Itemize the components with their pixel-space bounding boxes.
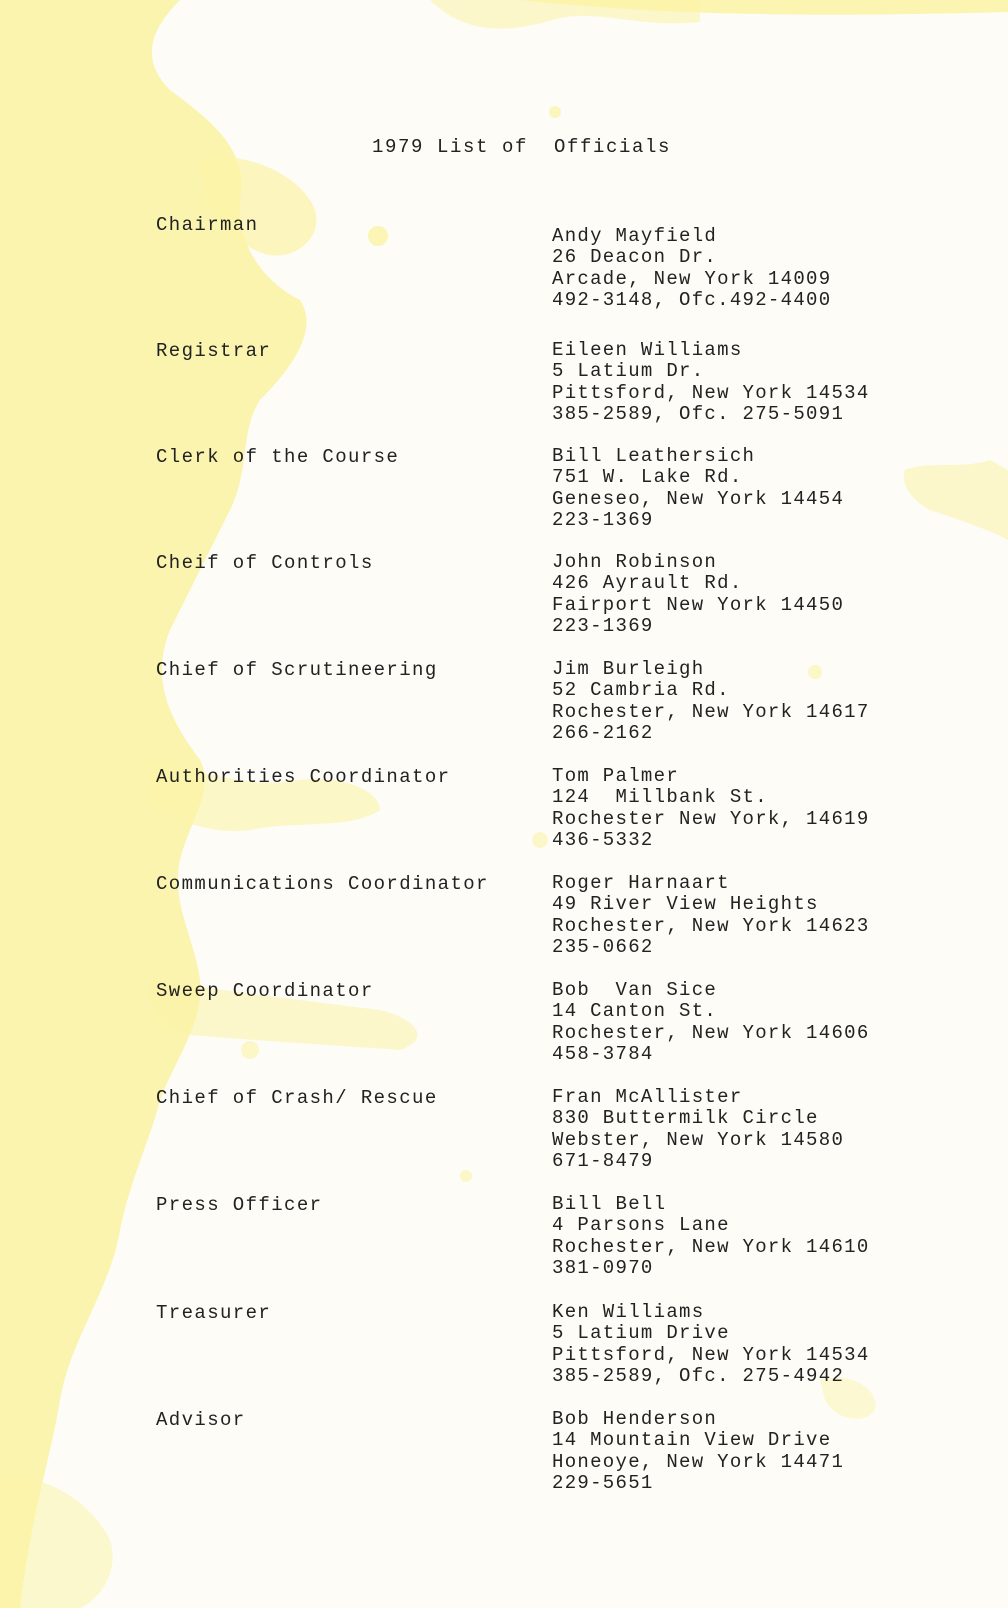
contact-block [552, 873, 870, 959]
phone-numbers: 266-2162 [552, 722, 654, 745]
role-label: Clerk of the Course [156, 446, 400, 468]
phone-numbers: 381-0970 [552, 1257, 654, 1280]
official-name: Ken Williams [552, 1301, 705, 1323]
role-label: Registrar [156, 340, 272, 362]
role-label: Communications Coordinator [156, 873, 489, 895]
city-state-zip: Honeoye, New York 14471 [552, 1450, 845, 1473]
city-state-zip: Webster, New York 14580 [552, 1128, 845, 1151]
city-state-zip: Rochester, New York 14623 [552, 914, 870, 937]
street-address: 426 Ayrault Rd. [552, 572, 743, 595]
phone-numbers: 235-0662 [552, 936, 654, 959]
document-title: 1979 List of Officials [372, 136, 672, 158]
official-name: Tom Palmer [552, 765, 680, 787]
official-name: Roger Harnaart [552, 872, 730, 894]
city-state-zip: Rochester New York, 14619 [552, 807, 870, 830]
city-state-zip: Rochester, New York 14606 [552, 1021, 870, 1044]
official-name: John Robinson [552, 551, 718, 573]
official-name: Bill Leathersich [552, 445, 756, 467]
phone-numbers: 385-2589, Ofc. 275-5091 [552, 403, 845, 426]
official-entry [0, 552, 1008, 642]
role-label: Chief of Crash/ Rescue [156, 1087, 438, 1109]
city-state-zip: Rochester, New York 14610 [552, 1235, 870, 1258]
contact-block [552, 340, 870, 426]
phone-numbers: 229-5651 [552, 1472, 654, 1495]
role-label: Cheif of Controls [156, 552, 374, 574]
official-entry [0, 340, 1008, 430]
city-state-zip: Pittsford, New York 14534 [552, 381, 870, 404]
city-state-zip: Fairport New York 14450 [552, 593, 845, 616]
street-address: 124 Millbank St. [552, 786, 768, 809]
official-name: Bill Bell [552, 1193, 667, 1215]
street-address: 26 Deacon Dr. [552, 246, 718, 269]
contact-block [552, 980, 870, 1066]
city-state-zip: Pittsford, New York 14534 [552, 1343, 870, 1366]
official-entry [0, 659, 1008, 749]
official-name: Andy Mayfield [552, 225, 718, 247]
official-entry [0, 980, 1008, 1070]
official-entry [0, 1409, 1008, 1499]
phone-numbers: 458-3784 [552, 1043, 654, 1066]
contact-block [552, 446, 844, 532]
phone-numbers: 492-3148, Ofc.492-4400 [552, 289, 832, 312]
phone-numbers: 436-5332 [552, 829, 654, 852]
street-address: 52 Cambria Rd. [552, 679, 730, 702]
role-label: Advisor [156, 1409, 246, 1431]
role-label: Authorities Coordinator [156, 766, 451, 788]
phone-numbers: 385-2589, Ofc. 275-4942 [552, 1365, 845, 1388]
role-label: Chief of Scrutineering [156, 659, 438, 681]
contact-block [552, 1302, 870, 1388]
role-label: Sweep Coordinator [156, 980, 374, 1002]
official-entry [0, 446, 1008, 536]
role-label: Treasurer [156, 1302, 272, 1324]
city-state-zip: Arcade, New York 14009 [552, 267, 832, 290]
official-name: Bob Henderson [552, 1408, 718, 1430]
street-address: 830 Buttermilk Circle [552, 1107, 819, 1130]
city-state-zip: Geneseo, New York 14454 [552, 487, 845, 510]
contact-block [552, 1087, 844, 1173]
official-entry [0, 214, 1008, 312]
contact-block [552, 1194, 870, 1280]
official-entry [0, 873, 1008, 963]
official-name: Fran McAllister [552, 1086, 743, 1108]
street-address: 4 Parsons Lane [552, 1214, 730, 1237]
contact-block [552, 659, 870, 745]
street-address: 49 River View Heights [552, 893, 819, 916]
city-state-zip: Rochester, New York 14617 [552, 700, 870, 723]
phone-numbers: 223-1369 [552, 615, 654, 638]
official-name: Bob Van Sice [552, 979, 718, 1001]
official-entry [0, 1302, 1008, 1392]
official-name: Jim Burleigh [552, 658, 705, 680]
street-address: 14 Mountain View Drive [552, 1429, 832, 1452]
contact-block [552, 1409, 844, 1495]
contact-block [552, 226, 831, 312]
official-name: Eileen Williams [552, 339, 743, 361]
phone-numbers: 223-1369 [552, 509, 654, 532]
street-address: 5 Latium Drive [552, 1322, 730, 1345]
street-address: 5 Latium Dr. [552, 360, 705, 383]
role-label: Chairman [156, 214, 259, 236]
phone-numbers: 671-8479 [552, 1150, 654, 1173]
street-address: 751 W. Lake Rd. [552, 466, 743, 489]
contact-block [552, 766, 870, 852]
official-entry [0, 766, 1008, 856]
official-entry [0, 1194, 1008, 1284]
street-address: 14 Canton St. [552, 1000, 718, 1023]
contact-block [552, 552, 844, 638]
official-entry [0, 1087, 1008, 1177]
role-label: Press Officer [156, 1194, 323, 1216]
